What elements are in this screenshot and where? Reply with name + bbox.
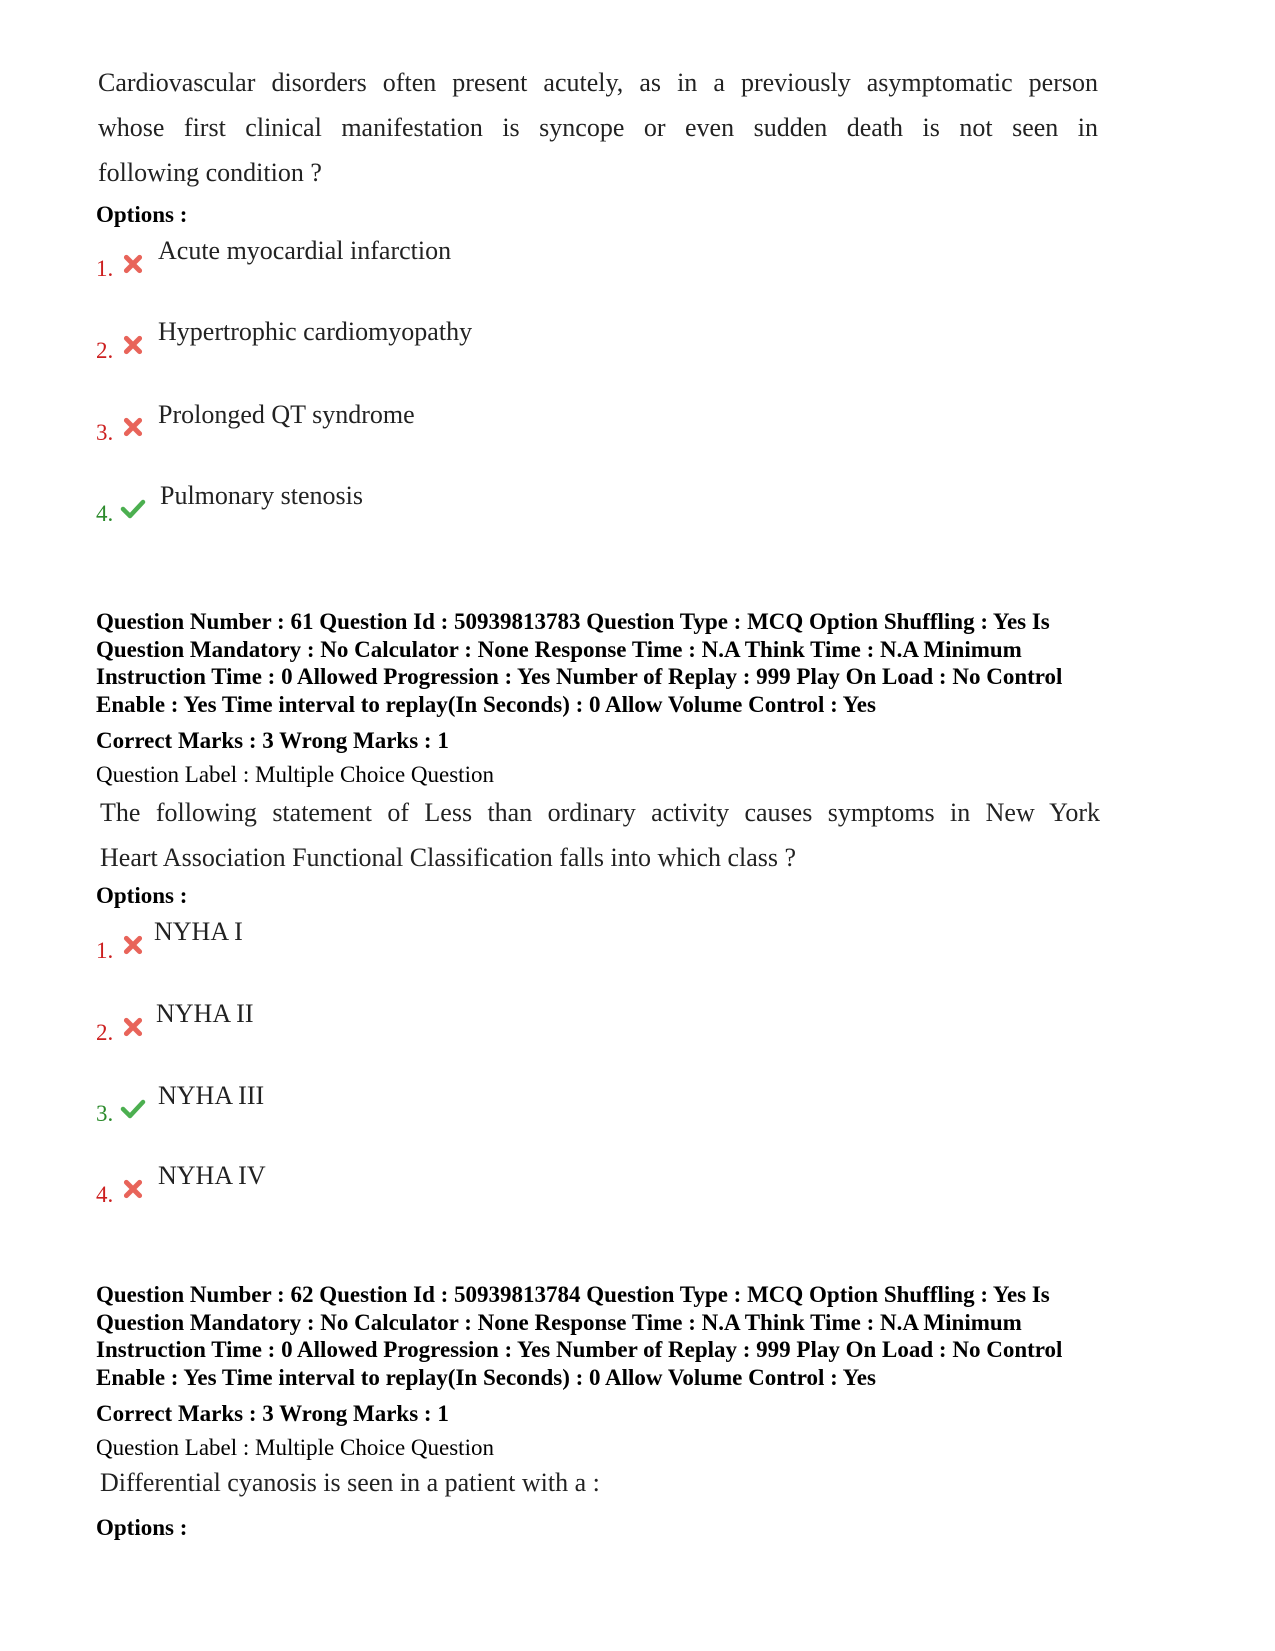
q61-question-label: Question Label : Multiple Choice Question [96,762,494,787]
check-icon [120,1098,146,1120]
cross-icon [122,416,144,438]
q61-marks: Correct Marks : 3 Wrong Marks : 1 [96,728,449,753]
q62-options-label: Options : [96,1515,188,1540]
q60-question-text [98,60,1098,195]
q60-option-2-text: Hypertrophic cardiomyopathy [158,317,473,346]
cross-icon [122,334,144,356]
q60-options-label: Options : [96,202,188,227]
q61-text-line: Heart Association Functional Classification falls into which class ? [100,843,797,872]
q60-option-3-text: Prolonged QT syndrome [158,400,415,429]
q60-option-2-number: 2. [96,338,114,363]
q60-option-1-number: 1. [96,256,114,281]
cross-icon [122,1016,144,1038]
q62-marks: Correct Marks : 3 Wrong Marks : 1 [96,1401,449,1426]
q62-metadata [96,1281,1156,1391]
q61-option-1-text: NYHA I [154,917,243,946]
cross-icon [122,253,144,275]
q61-option-3-text: NYHA III [158,1081,265,1110]
q60-option-4-text: Pulmonary stenosis [160,481,363,510]
q61-metadata [96,608,1156,718]
q61-meta-line: Question Number : 61 Question Id : 50939813783 Question Type : MCQ Option Shuffling : Yes Is [96,609,1050,634]
q60-text-line: whose first clinical manifestation is syncope or even sudden death is not seen in [98,113,1098,142]
q61-option-4-text: NYHA IV [158,1161,266,1190]
q62-question-text: Differential cyanosis is seen in a patient with a : [100,1468,600,1497]
q61-options-label: Options : [96,883,188,908]
q61-meta-line: Question Mandatory : No Calculator : None Response Time : N.A Think Time : N.A Minimum [96,636,1022,662]
q62-meta-line: Instruction Time : 0 Allowed Progression : Yes Number of Replay : 999 Play On Load : No Control [96,1337,1063,1362]
q62-meta-line: Question Mandatory : No Calculator : None Response Time : N.A Think Time : N.A Minimum [96,1309,1022,1335]
q60-text-line: Cardiovascular disorders often present acutely, as in a previously asymptomatic person [98,68,1098,97]
q61-option-2-text: NYHA II [156,999,254,1028]
q61-meta-line: Instruction Time : 0 Allowed Progression : Yes Number of Replay : 999 Play On Load : No Control [96,664,1063,689]
q60-option-1-text: Acute myocardial infarction [158,236,452,265]
q62-meta-line: Enable : Yes Time interval to replay(In Seconds) : 0 Allow Volume Control : Yes [96,1364,876,1390]
q61-option-3-number: 3. [96,1101,114,1126]
q62-question-label: Question Label : Multiple Choice Question [96,1435,494,1460]
q61-option-1-number: 1. [96,938,114,963]
q60-option-4-number: 4. [96,501,114,526]
q62-meta-line: Question Number : 62 Question Id : 50939813784 Question Type : MCQ Option Shuffling : Yes Is [96,1282,1050,1307]
q61-option-4-number: 4. [96,1182,114,1207]
q60-option-3-number: 3. [96,420,114,445]
q61-meta-line: Enable : Yes Time interval to replay(In Seconds) : 0 Allow Volume Control : Yes [96,691,876,717]
q61-text-line: The following statement of Less than ordinary activity causes symptoms in New York [100,798,1100,827]
check-icon [120,498,146,520]
q60-text-line: following condition ? [98,158,322,187]
q61-option-2-number: 2. [96,1020,114,1045]
cross-icon [122,934,144,956]
q61-question-text [100,790,1100,880]
cross-icon [122,1178,144,1200]
